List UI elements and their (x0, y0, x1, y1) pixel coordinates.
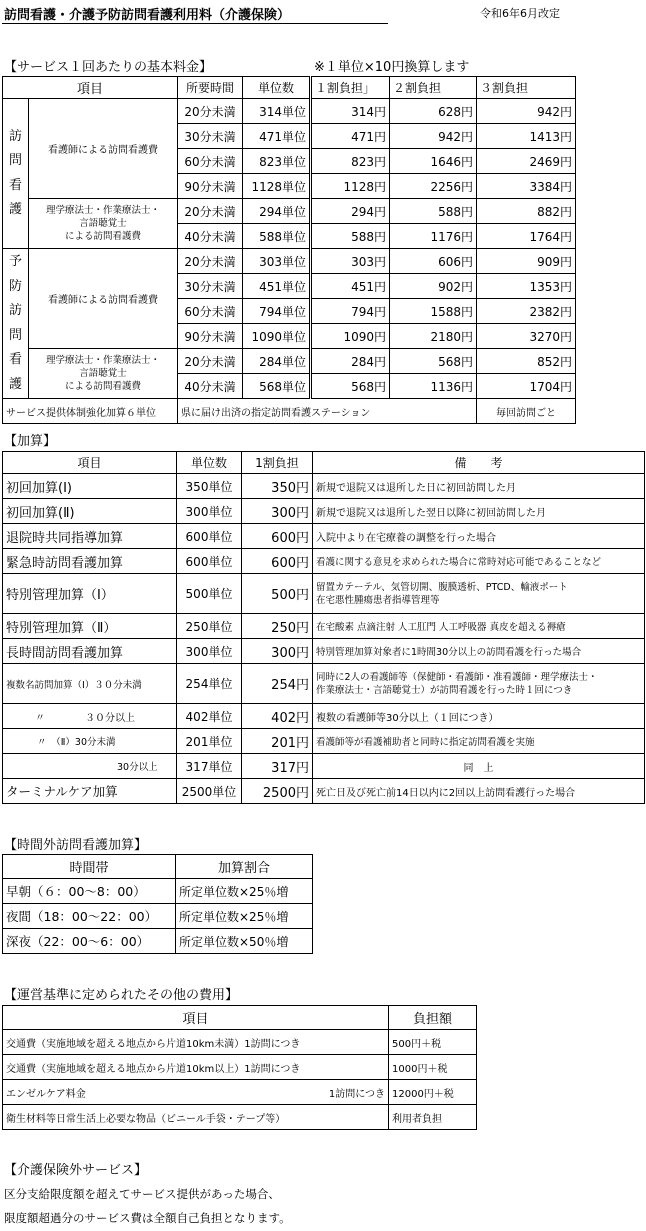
addon-units: 254単位 (177, 664, 242, 704)
share-2: 2180円 (390, 324, 477, 349)
addon-name: 特別管理加算（Ⅱ） (3, 614, 177, 639)
units: 794単位 (243, 299, 311, 324)
revision-date: 令和6年6月改定 (480, 7, 560, 20)
share-3: 852円 (477, 349, 576, 374)
other-item: 交通費（実施地域を超える地点から片道10km以上）1訪問につき (3, 1055, 389, 1080)
units: 568単位 (243, 374, 311, 399)
addon-note: 新規で退院又は退所した翌日以降に初回訪問した月 (313, 499, 645, 524)
other-header-item: 項目 (3, 1006, 389, 1030)
header-units: 単位数 (243, 77, 311, 99)
addon-note: 看護師等が看護補助者と同時に指定訪問看護を実施 (313, 729, 645, 754)
duration: 90分未満 (178, 174, 243, 199)
units: 1128単位 (243, 174, 311, 199)
addon-cost: 300円 (242, 499, 313, 524)
duration: 60分未満 (178, 299, 243, 324)
addon-name: 30分以上 (3, 754, 177, 779)
addons-header-cost: 1割負担 (242, 452, 313, 474)
units: 1090単位 (243, 324, 311, 349)
addon-name: 初回加算(Ⅱ) (3, 499, 177, 524)
share-1: 303円 (311, 249, 390, 274)
other-header-cost: 負担額 (389, 1006, 477, 1030)
units: 588単位 (243, 224, 311, 249)
share-2: 1646円 (390, 149, 477, 174)
addon-name: 〃 （Ⅱ）30分未満 (3, 729, 177, 754)
addons-header-item: 項目 (3, 452, 177, 474)
addon-note: 同 上 (313, 754, 645, 779)
addon-name: ターミナルケア加算 (3, 779, 177, 804)
title-underline (2, 23, 388, 24)
header-duration: 所要時間 (178, 77, 243, 99)
share-2: 568円 (390, 349, 477, 374)
group-label-preventive-nursing: 予 防 訪 問 看 護 (3, 249, 29, 399)
addons-header-units: 単位数 (177, 452, 242, 474)
share-3: 1413円 (477, 124, 576, 149)
header-share-3: ３割負担 (477, 77, 576, 99)
addon-name: 特別管理加算（Ⅰ） (3, 574, 177, 614)
addon-cost: 402円 (242, 704, 313, 729)
header-item: 項目 (3, 77, 178, 99)
duration: 30分未満 (178, 124, 243, 149)
addon-units: 402単位 (177, 704, 242, 729)
addon-units: 300単位 (177, 639, 242, 664)
offhours-rate: 所定単位数×25％増 (176, 904, 313, 929)
share-1: 284円 (311, 349, 390, 374)
addon-name: 初回加算(Ⅰ) (3, 474, 177, 499)
addon-name: 〃 ３０分以上 (3, 704, 177, 729)
other-cost: 1000円＋税 (389, 1055, 477, 1080)
other-costs-heading: 【運営基準に定められたその他の費用】 (4, 988, 239, 1003)
addon-units: 2500単位 (177, 779, 242, 804)
duration: 90分未満 (178, 324, 243, 349)
share-1: 588円 (311, 224, 390, 249)
share-2: 902円 (390, 274, 477, 299)
outside-insurance-heading: 【介護保険外サービス】 (4, 1163, 148, 1178)
duration: 20分未満 (178, 349, 243, 374)
addon-name: 退院時共同指導加算 (3, 524, 177, 549)
share-2: 1136円 (390, 374, 477, 399)
share-2: 1176円 (390, 224, 477, 249)
addon-cost: 317円 (242, 754, 313, 779)
duration: 60分未満 (178, 149, 243, 174)
addon-cost: 250円 (242, 614, 313, 639)
service-system-bonus: サービス提供体制強化加算６単位 (3, 399, 178, 424)
outside-insurance-line-1: 区分支給限度額を超えてサービス提供があった場合、 (4, 1187, 280, 1201)
addon-cost: 201円 (242, 729, 313, 754)
units: 471単位 (243, 124, 311, 149)
units: 451単位 (243, 274, 311, 299)
share-1: 794円 (311, 299, 390, 324)
addon-cost: 600円 (242, 524, 313, 549)
addon-name: 緊急時訪問看護加算 (3, 549, 177, 574)
share-2: 942円 (390, 124, 477, 149)
addon-units: 250単位 (177, 614, 242, 639)
share-1: 471円 (311, 124, 390, 149)
group-label-home-nursing: 訪 問 看 護 (3, 99, 29, 249)
other-cost: 12000円＋税 (389, 1080, 477, 1105)
share-3: 882円 (477, 199, 576, 224)
offhours-header-period: 時間帯 (3, 855, 176, 879)
units: 284単位 (243, 349, 311, 374)
units: 303単位 (243, 249, 311, 274)
duration: 20分未満 (178, 199, 243, 224)
addons-table (2, 451, 645, 804)
addons-header-note: 備 考 (313, 452, 645, 474)
share-3: 942円 (477, 99, 576, 124)
share-2: 606円 (390, 249, 477, 274)
duration: 20分未満 (178, 99, 243, 124)
angel-care-per: 1訪問につき (328, 1088, 385, 1100)
offhours-table (2, 854, 313, 954)
other-item: 衛生材料等日常生活上必要な物品（ビニール手袋・テープ等） (3, 1105, 389, 1130)
units: 314単位 (243, 99, 311, 124)
other-cost: 利用者負担 (389, 1105, 477, 1130)
share-3: 909円 (477, 249, 576, 274)
share-2: 2256円 (390, 174, 477, 199)
addon-note: 同時に2人の看護師等（保健師・看護師・准看護師・理学療法士・ 作業療法士・言語聴覚士）が訪問看護を行った時１回につき (313, 664, 645, 704)
offhours-header-rate: 加算割合 (176, 855, 313, 879)
addon-units: 600単位 (177, 549, 242, 574)
addon-units: 317単位 (177, 754, 242, 779)
addon-units: 600単位 (177, 524, 242, 549)
addon-cost: 2500円 (242, 779, 313, 804)
basic-fee-heading: 【サービス１回あたりの基本料金】 (4, 60, 213, 75)
share-3: 2382円 (477, 299, 576, 324)
page-title: 訪問看護・介護予防訪問看護利用料（介護保険） (4, 8, 291, 23)
subgroup-nurse: 看護師による訪問看護費 (29, 249, 178, 349)
share-1: 314円 (311, 99, 390, 124)
header-share-1: １割負担」 (311, 77, 390, 99)
share-3: 1704円 (477, 374, 576, 399)
share-2: 1588円 (390, 299, 477, 324)
other-cost: 500円＋税 (389, 1030, 477, 1055)
addons-heading: 【加算】 (4, 434, 57, 449)
addon-note: 看護に関する意見を求められた場合に常時対応可能であることなど (313, 549, 645, 574)
share-3: 3384円 (477, 174, 576, 199)
share-1: 294円 (311, 199, 390, 224)
share-1: 1128円 (311, 174, 390, 199)
units: 294単位 (243, 199, 311, 224)
subgroup-therapist: 理学療法士・作業療法士・ 言語聴覚士 による訪問看護費 (29, 349, 178, 399)
other-item (3, 1080, 389, 1105)
addon-cost: 254円 (242, 664, 313, 704)
offhours-rate: 所定単位数×50％増 (176, 929, 313, 954)
addon-note: 新規で退院又は退所した日に初回訪問した月 (313, 474, 645, 499)
addon-units: 300単位 (177, 499, 242, 524)
addon-note: 複数の看護師等30分以上（１回につき） (313, 704, 645, 729)
addon-units: 350単位 (177, 474, 242, 499)
service-system-bonus-desc: 県に届け出済の指定訪問看護ステーション (178, 399, 477, 424)
share-1: 823円 (311, 149, 390, 174)
share-1: 451円 (311, 274, 390, 299)
service-system-bonus-freq: 毎回訪問ごと (477, 399, 576, 424)
addon-note: 入院中より在宅療養の調整を行った場合 (313, 524, 645, 549)
header-share-2: ２割負担 (390, 77, 477, 99)
duration: 20分未満 (178, 249, 243, 274)
share-1: 568円 (311, 374, 390, 399)
basic-fee-table (2, 76, 576, 424)
addon-note: 特別管理加算対象者に1時間30分以上の訪問看護を行った場合 (313, 639, 645, 664)
addon-cost: 500円 (242, 574, 313, 614)
subgroup-therapist: 理学療法士・作業療法士・ 言語聴覚士 による訪問看護費 (29, 199, 178, 249)
offhours-rate: 所定単位数×25％増 (176, 879, 313, 904)
addon-note: 死亡日及び死亡前14日以内に2回以上訪問看護行った場合 (313, 779, 645, 804)
outside-insurance-line-2: 限度額超過分のサービス費は全額自己負担となります。 (4, 1211, 291, 1225)
duration: 40分未満 (178, 224, 243, 249)
offhours-period: 早朝（６：00～8：00） (3, 879, 176, 904)
unit-conversion-note: ※１単位×10円換算します (314, 60, 470, 75)
offhours-heading: 【時間外訪問看護加算】 (4, 838, 148, 853)
addon-cost: 350円 (242, 474, 313, 499)
addon-units: 500単位 (177, 574, 242, 614)
addon-note: 留置カテーテル、気管切開、腹膜透析、PTCD、輸液ポート 在宅悪性腫瘍患者指導管理等 (313, 574, 645, 614)
addon-name: 複数名訪問加算（Ⅰ）３０分未満 (3, 664, 177, 704)
share-3: 2469円 (477, 149, 576, 174)
duration: 40分未満 (178, 374, 243, 399)
other-item: 交通費（実施地域を超える地点から片道10km未満）1訪問につき (3, 1030, 389, 1055)
duration: 30分未満 (178, 274, 243, 299)
addon-cost: 600円 (242, 549, 313, 574)
addon-note: 在宅酸素 点滴注射 人工肛門 人工呼吸器 真皮を超える褥瘡 (313, 614, 645, 639)
addon-units: 201単位 (177, 729, 242, 754)
addon-name: 長時間訪問看護加算 (3, 639, 177, 664)
offhours-period: 夜間（18：00～22：00） (3, 904, 176, 929)
subgroup-nurse: 看護師による訪問看護費 (29, 99, 178, 199)
share-3: 1764円 (477, 224, 576, 249)
share-3: 1353円 (477, 274, 576, 299)
angel-care-label: エンゼルケア料金 (6, 1088, 86, 1100)
share-3: 3270円 (477, 324, 576, 349)
units: 823単位 (243, 149, 311, 174)
share-1: 1090円 (311, 324, 390, 349)
other-costs-table (2, 1005, 477, 1130)
share-2: 588円 (390, 199, 477, 224)
addon-cost: 300円 (242, 639, 313, 664)
share-2: 628円 (390, 99, 477, 124)
offhours-period: 深夜（22：00～6：00） (3, 929, 176, 954)
